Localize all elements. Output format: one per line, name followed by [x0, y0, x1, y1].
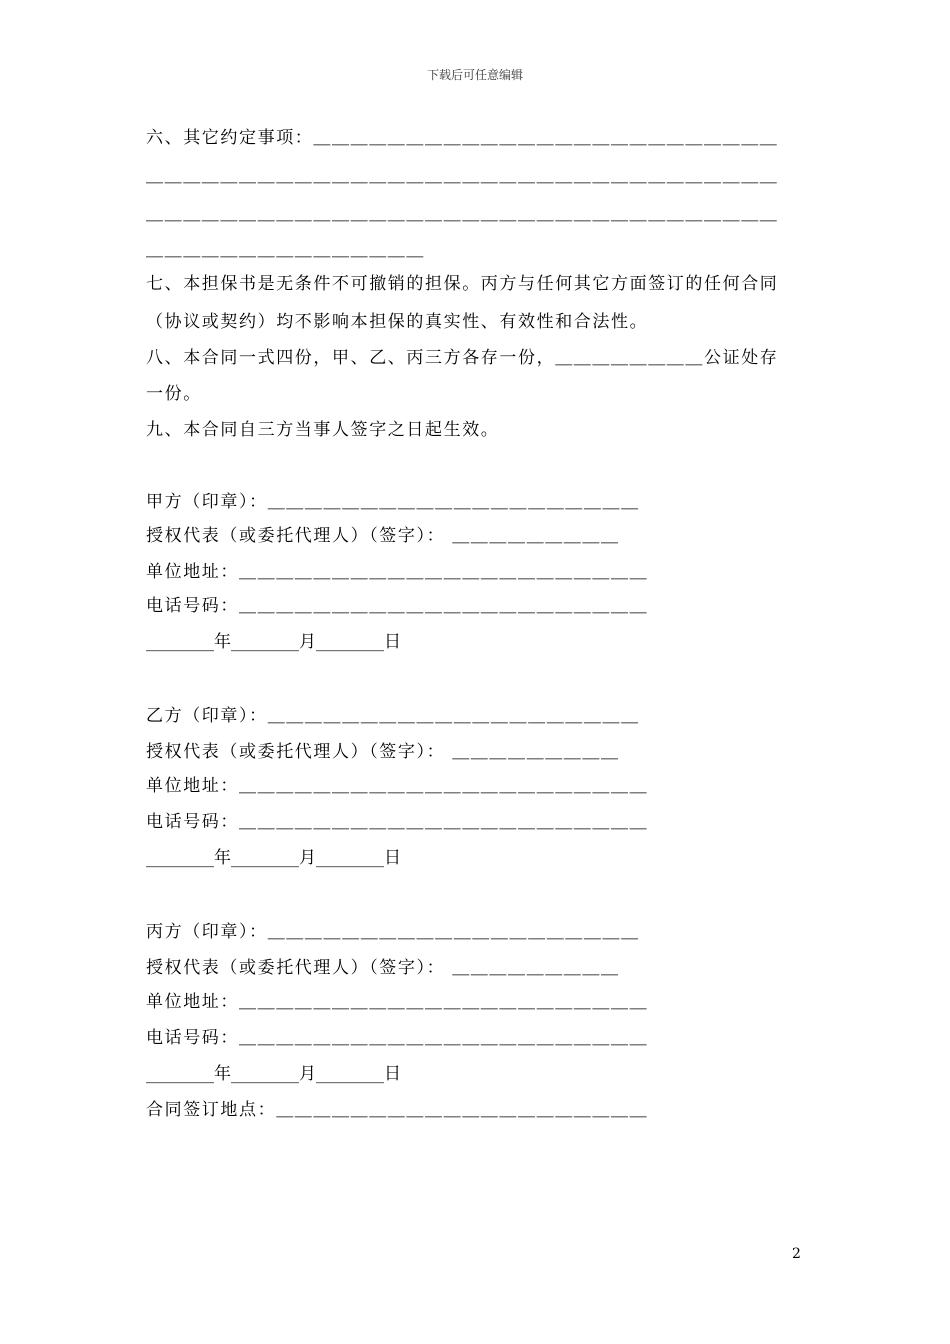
party-a-address: 单位地址：＿＿＿＿＿＿＿＿＿＿＿＿＿＿＿＿＿＿＿＿＿＿ — [146, 562, 649, 582]
party-b-address: 单位地址：＿＿＿＿＿＿＿＿＿＿＿＿＿＿＿＿＿＿＿＿＿＿ — [146, 776, 649, 796]
party-a-date: ________年________月________日 — [146, 632, 401, 652]
clause-eight-line-2: 一份。 — [146, 384, 202, 404]
page-header-note: 下载后可任意编辑 — [426, 68, 523, 82]
signing-place: 合同签订地点：＿＿＿＿＿＿＿＿＿＿＿＿＿＿＿＿＿＿＿＿ — [146, 1100, 649, 1120]
party-c-date: ________年________月________日 — [146, 1064, 401, 1084]
clause-six-line-3: ＿＿＿＿＿＿＿＿＿＿＿＿＿＿＿＿＿＿＿＿＿＿＿＿＿＿＿＿＿＿＿＿＿＿ — [146, 204, 779, 224]
page-number: 2 — [792, 1246, 801, 1262]
party-b-phone: 电话号码：＿＿＿＿＿＿＿＿＿＿＿＿＿＿＿＿＿＿＿＿＿＿ — [146, 812, 649, 832]
clause-seven-line-1: 七、本担保书是无条件不可撤销的担保。丙方与任何其它方面签订的任何合同 — [146, 274, 779, 294]
party-b-date: ________年________月________日 — [146, 848, 401, 868]
party-a-rep: 授权代表（或委托代理人）（签字）： ＿＿＿＿＿＿＿＿＿ — [146, 526, 620, 546]
clause-nine: 九、本合同自三方当事人签字之日起生效。 — [146, 420, 500, 440]
party-b-seal: 乙方（印章）：＿＿＿＿＿＿＿＿＿＿＿＿＿＿＿＿＿＿＿＿ — [146, 706, 640, 726]
clause-six-line-4: ＿＿＿＿＿＿＿＿＿＿＿＿＿＿＿ — [146, 240, 425, 260]
clause-seven-line-2: （协议或契约）均不影响本担保的真实性、有效性和合法性。 — [146, 312, 649, 332]
clause-six-line-1: 六、其它约定事项：＿＿＿＿＿＿＿＿＿＿＿＿＿＿＿＿＿＿＿＿＿＿＿＿＿ — [146, 128, 779, 148]
clause-six-line-2: ＿＿＿＿＿＿＿＿＿＿＿＿＿＿＿＿＿＿＿＿＿＿＿＿＿＿＿＿＿＿＿＿＿＿ — [146, 166, 779, 186]
party-a-seal: 甲方（印章）：＿＿＿＿＿＿＿＿＿＿＿＿＿＿＿＿＿＿＿＿ — [146, 492, 640, 512]
party-c-seal: 丙方（印章）：＿＿＿＿＿＿＿＿＿＿＿＿＿＿＿＿＿＿＿＿ — [146, 922, 640, 942]
party-b-rep: 授权代表（或委托代理人）（签字）： ＿＿＿＿＿＿＿＿＿ — [146, 742, 620, 762]
party-c-rep: 授权代表（或委托代理人）（签字）： ＿＿＿＿＿＿＿＿＿ — [146, 958, 620, 978]
party-c-phone: 电话号码：＿＿＿＿＿＿＿＿＿＿＿＿＿＿＿＿＿＿＿＿＿＿ — [146, 1028, 649, 1048]
clause-eight-line-1: 八、本合同一式四份，甲、乙、丙三方各存一份，＿＿＿＿＿＿＿＿公证处存 — [146, 348, 779, 368]
party-c-address: 单位地址：＿＿＿＿＿＿＿＿＿＿＿＿＿＿＿＿＿＿＿＿＿＿ — [146, 992, 649, 1012]
party-a-phone: 电话号码：＿＿＿＿＿＿＿＿＿＿＿＿＿＿＿＿＿＿＿＿＿＿ — [146, 596, 649, 616]
